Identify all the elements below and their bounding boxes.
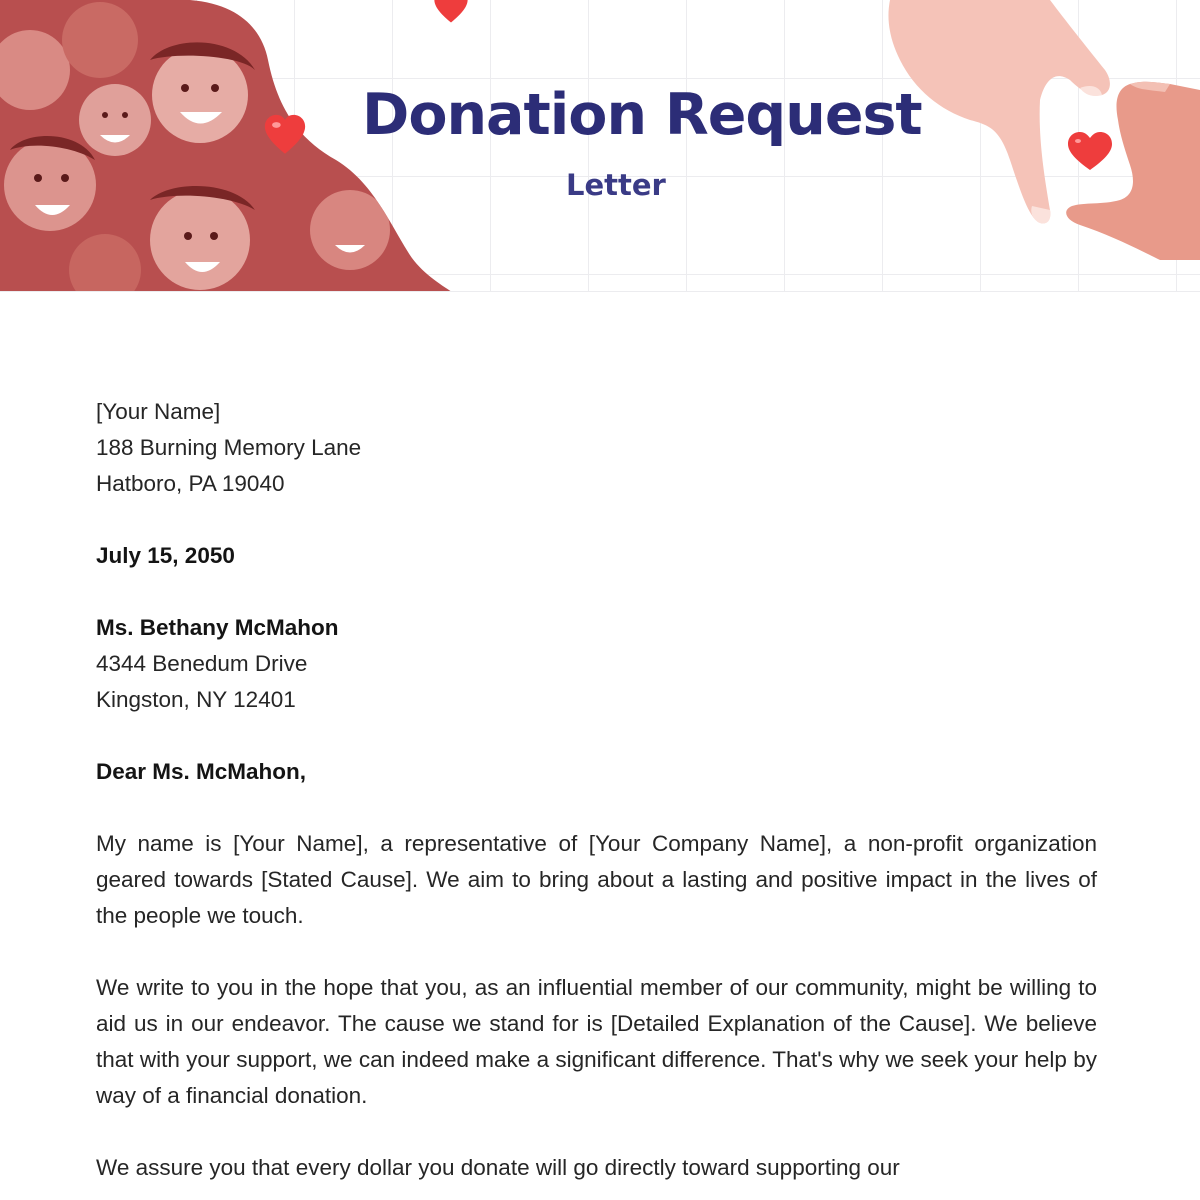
heart-icon <box>428 0 474 26</box>
sender-block <box>96 394 1097 502</box>
letter-header <box>0 0 1200 292</box>
sender-name: [Your Name] <box>96 399 221 424</box>
header-divider <box>0 291 1200 292</box>
page-subtitle: Letter <box>566 168 666 202</box>
salutation: Dear Ms. McMahon, <box>96 759 307 784</box>
sender-address-line1: 188 Burning Memory Lane <box>96 435 362 460</box>
recipient-name: Ms. Bethany McMahon <box>96 615 339 640</box>
heart-icon <box>262 112 308 158</box>
page-title: Donation Request <box>362 82 922 148</box>
recipient-block <box>96 610 1097 718</box>
sender-address-line2: Hatboro, PA 19040 <box>96 471 285 496</box>
body-paragraph: We assure you that every dollar you donate will go directly toward supporting our <box>96 1155 900 1180</box>
recipient-address-line2: Kingston, NY 12401 <box>96 687 296 712</box>
heart-hands-illustration <box>880 0 1200 260</box>
letter-date: July 15, 2050 <box>96 543 235 568</box>
recipient-address-line1: 4344 Benedum Drive <box>96 651 308 676</box>
body-paragraph: We write to you in the hope that you, as an influential member of our community, might be willing to aid us in our endeavor. The cause we stand for is [Detailed Explanation of the Cause]. We believe that with your support, we can indeed make a significant difference. That's why we seek your help by way of a financial donation. <box>96 975 1097 1108</box>
body-paragraph: My name is [Your Name], a representative of [Your Company Name], a non-profit organization geared towards [Stated Cause]. We aim to bring about a lasting and positive impact in the lives of the people we touch. <box>96 831 1097 928</box>
letter-body <box>96 394 1097 1186</box>
